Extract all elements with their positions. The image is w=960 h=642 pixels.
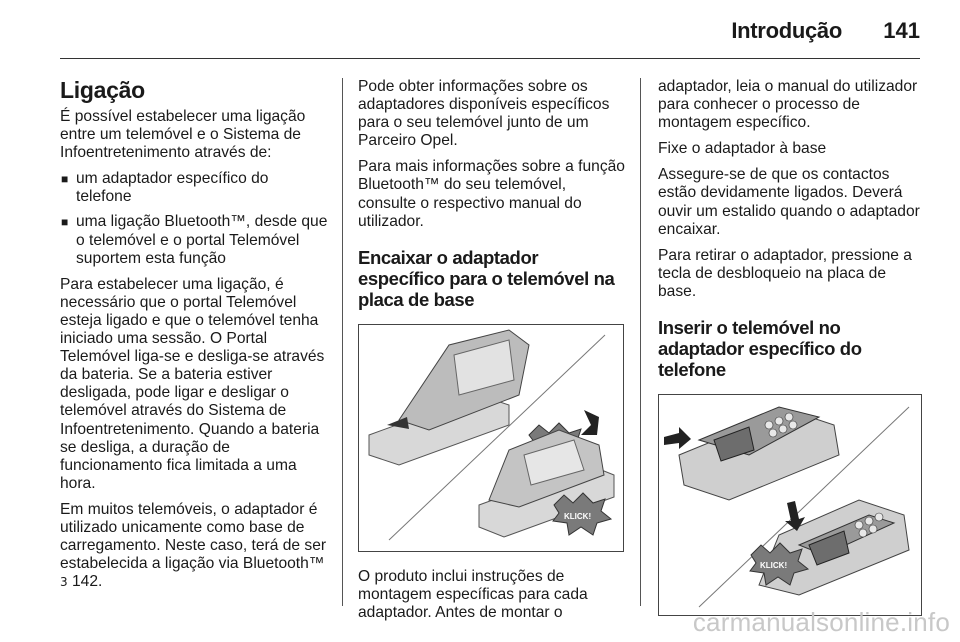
insert-phone-illustration [659,395,921,615]
adapter-base-illustration [359,325,623,551]
battery-paragraph: Para estabelecer uma ligação, é necessário que o portal Telemóvel esteja ligado e que o telemóvel tenha iniciado uma sessão. O Portal Telemóvel liga-se e desliga-se através da bateria. Se a bateria estiver desligada, pode ligar e desligar o telemóvel através do Sistema de Infoentretenimento. Quando a bateria se desliga, a duração de funcionamento fica limitada a uma hora. [60,275,325,492]
fix-adapter-paragraph: Fixe o adaptador à base [658,140,827,158]
bullet-square-icon: ■ [61,215,69,230]
page-number: 141 [883,18,920,43]
charging-paragraph: Em muitos telemóveis, o adaptador é utilizado unicamente como base de carregamento. Neste caso, terá de ser estabelecida a ligação via Bluetooth™ 3 142. [60,500,327,591]
klick-label: KLICK! [564,511,592,521]
figure-adapter-base [358,324,624,552]
intro-paragraph: É possível estabelecer uma ligação entre um telemóvel e o Sistema de Infoentretenimento através de: [60,108,306,162]
figure-insert-phone [658,394,922,616]
xref-page-link[interactable]: 142. [71,573,103,591]
watermark: carmanualsonline.info [692,607,950,637]
section-title: Introdução [731,18,842,43]
cross-reference-icon: 3 [60,575,68,590]
contacts-paragraph: Assegure-se de que os contactos estão devidamente ligados. Deverá ouvir um estalido quando o adaptador encaixar. [658,166,920,238]
column-divider [640,78,641,606]
klick-label: KLICK! [760,561,788,571]
assembly-instructions-paragraph: O produto inclui instruções de montagem específicas para cada adaptador. Antes de montar o [358,567,588,621]
column-3 [658,78,924,616]
header-divider [60,58,920,59]
remove-adapter-paragraph: Para retirar o adaptador, pressione a tecla de desbloqueio na placa de base. [658,246,912,300]
bluetooth-info-paragraph: Para mais informações sobre a função Bluetooth™ do seu telemóvel, consulte o respectivo manual do utilizador. [358,158,625,230]
heading-fit-adapter: Encaixar o adaptador específico para o telemóvel na placa de base [358,246,615,310]
column-1 [60,78,328,599]
column-2 [358,78,626,630]
page-header [0,0,960,62]
connection-methods-list [60,170,328,267]
list-item: ■ uma ligação Bluetooth™, desde que o telemóvel e o portal Telemóvel suportem esta função [61,213,328,267]
column-divider [342,78,343,606]
heading-ligacao: Ligação [60,77,145,103]
list-item: ■ um adaptador específico do telefone [61,170,269,206]
bullet-square-icon: ■ [61,172,69,187]
heading-insert-phone: Inserir o telemóvel no adaptador específico do telefone [658,317,862,381]
read-manual-paragraph: adaptador, leia o manual do utilizador para conhecer o processo de montagem específico. [658,78,918,132]
adapter-info-paragraph: Pode obter informações sobre os adaptadores disponíveis específicos para o seu telemóvel junto de um Parceiro Opel. [358,78,610,150]
